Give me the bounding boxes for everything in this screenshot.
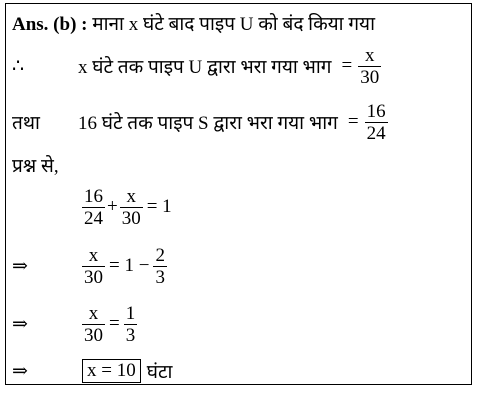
- fraction-16-24: $\frac{16}{24}$: [84, 185, 103, 229]
- also-word: तथा: [12, 113, 40, 134]
- equation-sum: [82, 183, 172, 231]
- fraction-x-30: $\frac{x}{30}$: [360, 44, 380, 88]
- implies-arrow: ⇒: [12, 255, 28, 277]
- equals-one-minus: = 1 −: [109, 255, 150, 276]
- fraction-2-3: $\frac{2}{3}$: [155, 244, 165, 288]
- final-answer-box: x = 10: [82, 359, 141, 383]
- fraction-x-30: $\frac{x}{30}$: [84, 244, 103, 288]
- equation-step-2: [12, 242, 167, 290]
- implies-arrow: ⇒: [12, 313, 28, 335]
- implies-arrow: ⇒: [12, 360, 28, 382]
- pipe-s-text: 16 घंटे तक पाइप S द्वारा भरा गया भाग: [78, 113, 338, 134]
- answer-label: Ans. (b) :: [12, 14, 88, 35]
- fraction-1-3: $\frac{1}{3}$: [125, 302, 136, 346]
- equals-sign: =: [341, 55, 353, 76]
- fraction-x-30: $\frac{x}{30}$: [84, 302, 103, 346]
- pipe-u-fraction-line: [12, 42, 381, 90]
- plus-sign: +: [107, 196, 118, 217]
- therefore-symbol: ∴: [12, 55, 25, 77]
- unit-hours: घंटा: [146, 362, 173, 383]
- answer-heading-line: [12, 10, 375, 36]
- pipe-u-text: x घंटे तक पाइप U द्वारा भरा गया भाग: [78, 57, 332, 78]
- final-answer-line: [12, 358, 172, 384]
- assumption-text: माना x घंटे बाद पाइप U को बंद किया गया: [92, 14, 375, 35]
- equals-one: = 1: [146, 196, 172, 217]
- from-question-line: प्रश्न से,: [12, 156, 59, 177]
- equals-sign: =: [347, 111, 359, 132]
- equation-step-3: [12, 300, 137, 348]
- fraction-16-24: $\frac{16}{24}$: [366, 100, 386, 144]
- pipe-s-fraction-line: [12, 98, 388, 146]
- fraction-x-30: $\frac{x}{30}$: [121, 185, 141, 229]
- equals-sign: =: [109, 313, 120, 334]
